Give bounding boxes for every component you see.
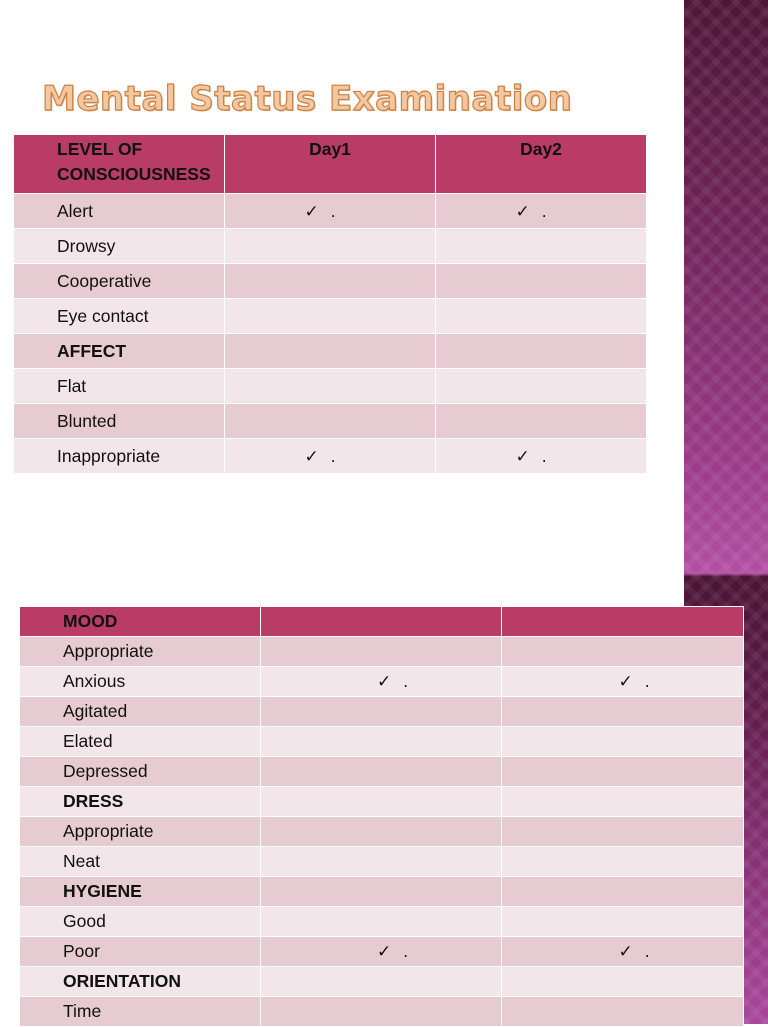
check-dot: . [403, 941, 409, 961]
day1-cell [225, 299, 436, 334]
day1-cell [261, 697, 502, 727]
table-row [20, 727, 744, 757]
day1-cell [261, 997, 502, 1027]
check-dot: . [330, 200, 336, 221]
check-icon: ✓ [304, 446, 319, 467]
row-label: AFFECT [14, 334, 225, 369]
checkmark [304, 446, 335, 466]
checkmark [377, 941, 408, 961]
table-row [14, 334, 647, 369]
row-label: Blunted [14, 404, 225, 439]
day2-cell [502, 757, 744, 787]
header-day2: Day2 [436, 135, 647, 194]
check-icon: ✓ [515, 446, 530, 467]
day2-cell [502, 817, 744, 847]
header-empty-cell [261, 607, 502, 637]
day2-cell [436, 404, 647, 439]
row-label: Inappropriate [14, 439, 225, 474]
check-icon: ✓ [515, 201, 530, 222]
day2-cell [502, 667, 744, 697]
checkmark [515, 201, 546, 221]
day2-cell [436, 439, 647, 474]
header-line: LEVEL OF [57, 139, 143, 159]
row-label: Depressed [20, 757, 261, 787]
row-label: Eye contact [14, 299, 225, 334]
table-row [14, 369, 647, 404]
check-icon: ✓ [376, 672, 392, 692]
checkmark [618, 941, 649, 961]
table-row [14, 194, 647, 229]
check-dot: . [403, 671, 409, 691]
day2-cell [502, 847, 744, 877]
day2-cell [436, 334, 647, 369]
day2-cell [502, 877, 744, 907]
row-label: Good [20, 907, 261, 937]
table-row [20, 877, 744, 907]
row-label: Anxious [20, 667, 261, 697]
day2-cell [502, 907, 744, 937]
day2-cell [502, 697, 744, 727]
day2-cell [502, 997, 744, 1027]
day2-cell [502, 637, 744, 667]
table-row [14, 264, 647, 299]
day1-cell [261, 967, 502, 997]
day1-cell [225, 369, 436, 404]
table-row [20, 787, 744, 817]
day1-cell [225, 404, 436, 439]
day1-cell [225, 264, 436, 299]
row-label: HYGIENE [20, 877, 261, 907]
day1-cell [261, 817, 502, 847]
table-row [14, 439, 647, 474]
row-label: Alert [14, 194, 225, 229]
checkmark [304, 201, 335, 221]
mood-dress-hygiene-table [19, 606, 744, 1027]
check-icon: ✓ [618, 672, 633, 692]
day1-cell [261, 727, 502, 757]
consciousness-affect-table [13, 134, 647, 474]
table-row [14, 299, 647, 334]
check-icon: ✓ [618, 942, 633, 962]
day1-cell [225, 229, 436, 264]
table-row [20, 937, 744, 967]
day1-cell [261, 667, 502, 697]
table-row [20, 967, 744, 997]
day1-cell [261, 877, 502, 907]
check-dot: . [541, 445, 547, 466]
table-row [20, 667, 744, 697]
header-line: CONSCIOUSNESS [57, 164, 211, 184]
day2-cell [436, 264, 647, 299]
table-row [14, 404, 647, 439]
checkmark [618, 671, 649, 691]
table-header-row [14, 135, 647, 194]
row-label: Agitated [20, 697, 261, 727]
table-row [20, 757, 744, 787]
day1-cell [225, 439, 436, 474]
day2-cell [502, 787, 744, 817]
table-row [20, 697, 744, 727]
day2-cell [436, 229, 647, 264]
day1-cell [261, 847, 502, 877]
checkmark [377, 671, 408, 691]
day2-cell [502, 727, 744, 757]
row-label: Flat [14, 369, 225, 404]
day2-cell [436, 299, 647, 334]
table-row [20, 637, 744, 667]
row-label: Cooperative [14, 264, 225, 299]
checkmark [515, 446, 546, 466]
table-row [20, 997, 744, 1027]
table-row [20, 847, 744, 877]
check-dot: . [644, 671, 650, 691]
header-empty-cell [502, 607, 744, 637]
row-label: Appropriate [20, 817, 261, 847]
page-title: Mental Status Examination [42, 79, 573, 119]
day1-cell [261, 937, 502, 967]
day2-cell [502, 967, 744, 997]
row-label: Poor [20, 937, 261, 967]
day2-cell [502, 937, 744, 967]
table-row [20, 817, 744, 847]
header-level-of-consciousness [14, 135, 225, 194]
row-label: Drowsy [14, 229, 225, 264]
table-row [20, 907, 744, 937]
day1-cell [261, 907, 502, 937]
check-icon: ✓ [304, 201, 319, 222]
row-label: Time [20, 997, 261, 1027]
table-header-row [20, 607, 744, 637]
day2-cell [436, 194, 647, 229]
check-dot: . [330, 445, 336, 466]
day2-cell [436, 369, 647, 404]
check-dot: . [541, 200, 547, 221]
row-label: Elated [20, 727, 261, 757]
header-day1: Day1 [225, 135, 436, 194]
check-dot: . [644, 941, 650, 961]
day1-cell [225, 194, 436, 229]
row-label: Appropriate [20, 637, 261, 667]
day1-cell [225, 334, 436, 369]
row-label: ORIENTATION [20, 967, 261, 997]
day1-cell [261, 757, 502, 787]
header-mood: MOOD [20, 607, 261, 637]
day1-cell [261, 637, 502, 667]
check-icon: ✓ [376, 942, 392, 962]
row-label: DRESS [20, 787, 261, 817]
row-label: Neat [20, 847, 261, 877]
table-row [14, 229, 647, 264]
day1-cell [261, 787, 502, 817]
